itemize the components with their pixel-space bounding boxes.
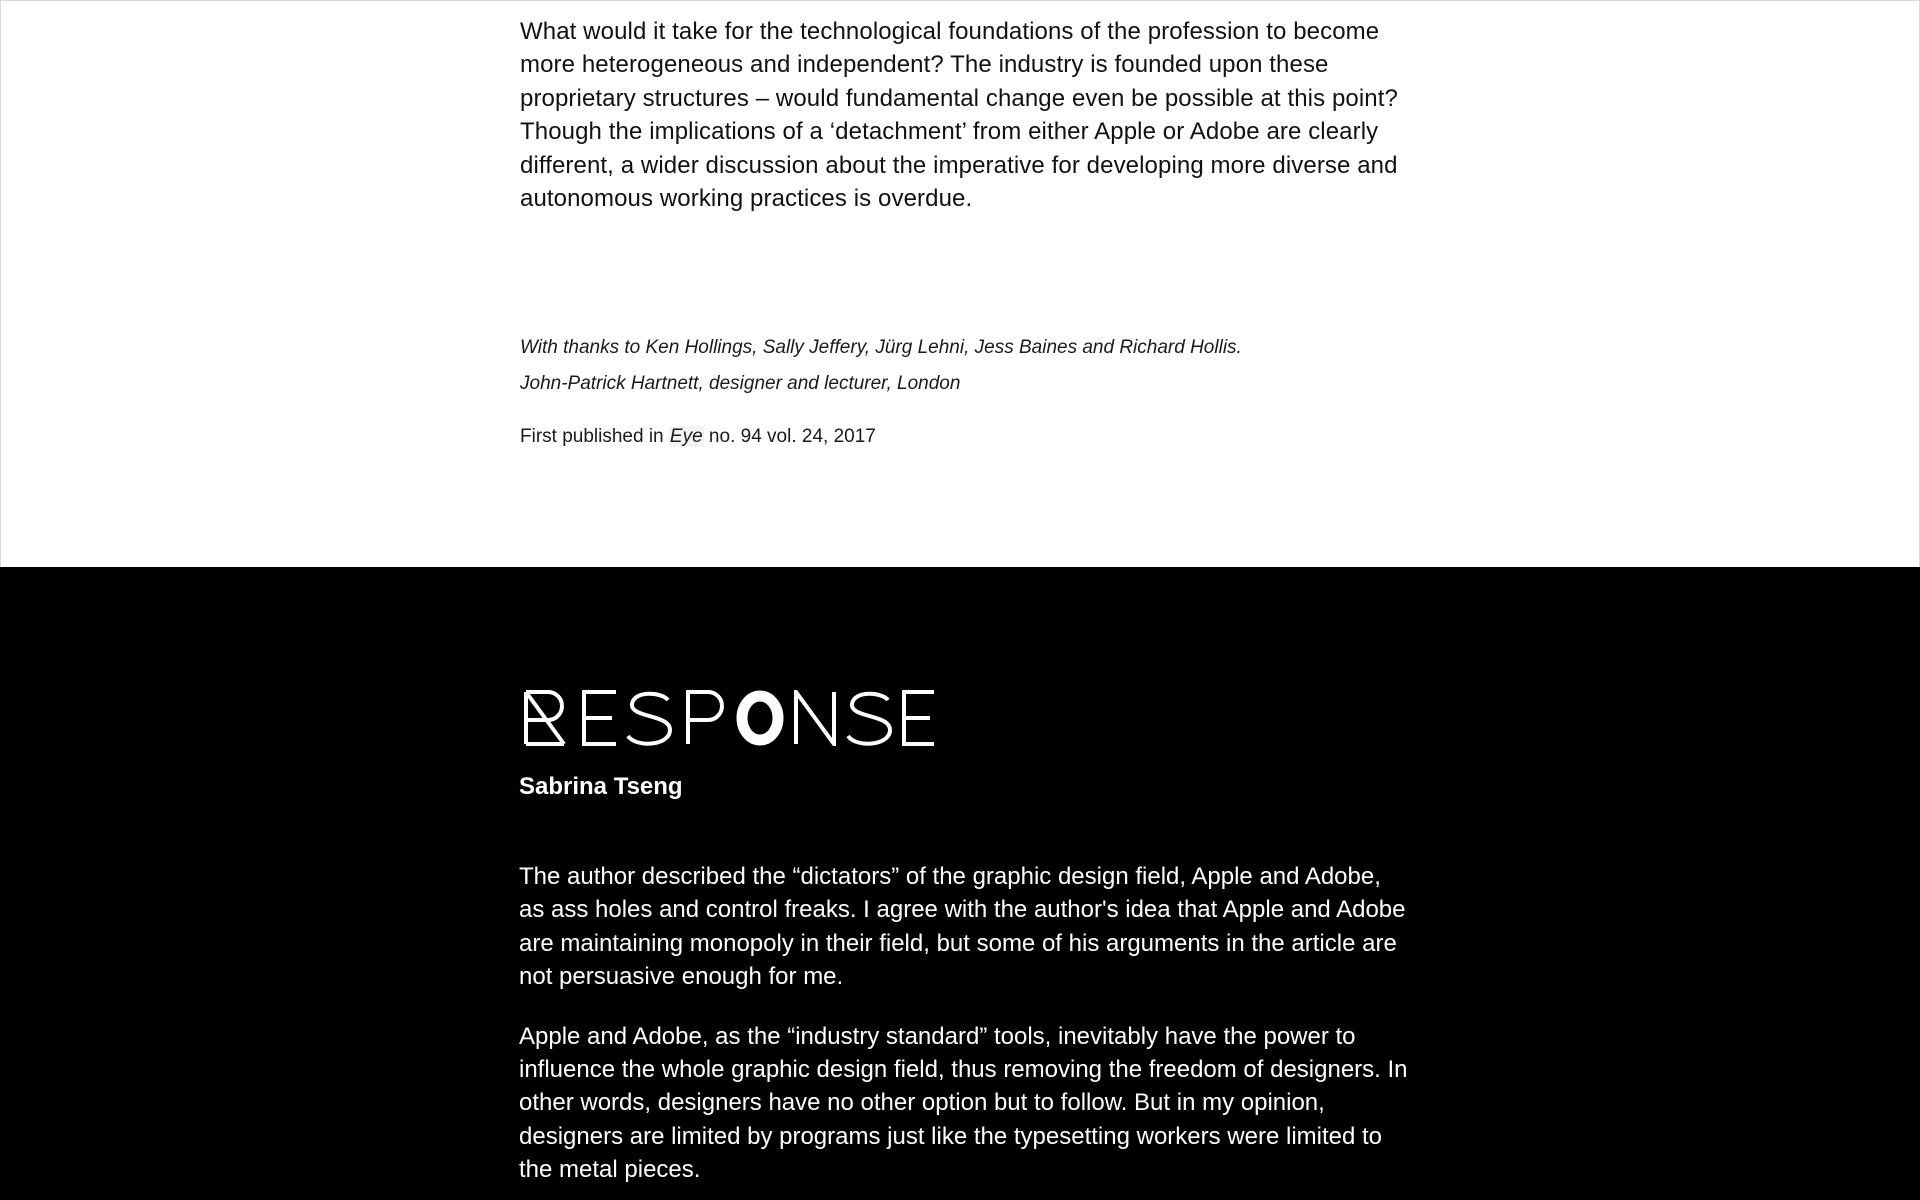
logo-o-bold	[742, 696, 778, 740]
logo-n	[796, 692, 834, 744]
response-body	[519, 860, 1409, 1200]
publication-title-link[interactable]: Eye	[669, 426, 703, 447]
logo-p	[688, 692, 722, 744]
logo-e-2	[904, 692, 934, 744]
logo-s-2	[848, 694, 890, 744]
article-section	[0, 0, 1920, 567]
article-closing-paragraph: What would it take for the technological foundations of the profession to become more heterogeneous and independent? The industry is founded upon these proprietary structures – would fundamental change even be possible at this point? Though the implications of a ‘detachment’ from either Apple or Adobe are clearly different, a wider discussion about the imperative for developing more diverse and autonomous working practices is overdue.	[520, 18, 1398, 213]
response-author-name: Sabrina Tseng	[519, 773, 683, 800]
author-credit-line: John-Patrick Hartnett, designer and lecturer, London	[520, 373, 961, 394]
published-suffix: no. 94 vol. 24, 2017	[703, 426, 876, 447]
published-prefix: First published in	[520, 426, 669, 447]
logo-e-1	[584, 692, 616, 744]
acknowledgements	[520, 330, 1405, 402]
publication-note	[520, 423, 1405, 451]
response-logo-graphic	[524, 690, 936, 746]
logo-s-1	[628, 694, 670, 744]
response-logo	[524, 690, 936, 746]
response-paragraph: Apple and Adobe, as the “industry standard” tools, inevitably have the power to influence the whole graphic design field, thus removing the freedom of designers. In other words, designers have no other option but to follow. But in my opinion, designers are limited by programs just like the typesetting workers were limited to the metal pieces.	[519, 1022, 1408, 1184]
thanks-line: With thanks to Ken Hollings, Sally Jeffery, Jürg Lehni, Jess Baines and Richard Hollis.	[520, 337, 1242, 358]
response-paragraph: The author described the “dictators” of the graphic design field, Apple and Adobe, as ass holes and control freaks. I agree with the author's idea that Apple and Adobe are maintaining monopoly in their field, but some of his arguments in the article are not persuasive enough for me.	[519, 863, 1406, 991]
